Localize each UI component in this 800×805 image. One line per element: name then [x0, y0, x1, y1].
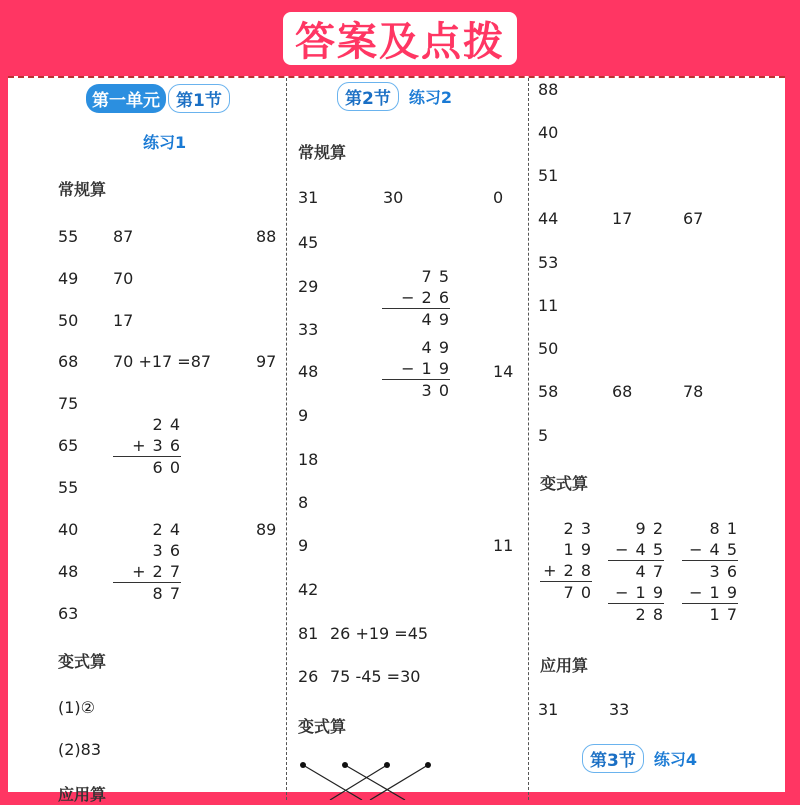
answer: 14: [493, 362, 514, 381]
answer: 31: [538, 700, 559, 719]
answer: 50: [538, 339, 559, 358]
calc-row: − 1 9: [608, 582, 664, 604]
answer: 88: [256, 227, 277, 246]
calc-row: − 4 5: [608, 539, 664, 561]
section-heading: 应用算: [540, 656, 589, 675]
vertical-calculation: [382, 337, 450, 401]
answer: 11: [538, 296, 559, 315]
calc-row: + 2 7: [113, 561, 181, 583]
answer: 70 +17 =87: [113, 352, 212, 371]
calc-row: 9 2: [635, 519, 664, 538]
section-heading: 常规算: [58, 180, 107, 199]
answer: 53: [538, 253, 559, 272]
answer: 11: [493, 536, 514, 555]
exercise-label: 练习1: [143, 133, 187, 152]
vertical-calculation: [682, 518, 738, 625]
calc-row: 4 7: [635, 562, 664, 581]
vertical-calculation: [113, 519, 181, 604]
answer: 5: [538, 426, 549, 445]
calc-row: 2 3: [563, 519, 592, 538]
calc-row: 2 4: [152, 415, 181, 434]
answer: 0: [493, 188, 504, 207]
answer: 17: [612, 209, 633, 228]
matching-lines: [290, 755, 450, 800]
answer: 26: [298, 667, 319, 686]
answer: 9: [298, 536, 309, 555]
answer: 17: [113, 311, 134, 330]
answer: 65: [58, 436, 79, 455]
answer: 30: [383, 188, 404, 207]
calc-row: 4 9: [421, 310, 450, 329]
answer: 68: [612, 382, 633, 401]
page-title-box: [283, 12, 517, 65]
answer: 33: [609, 700, 630, 719]
vertical-calculation: [113, 414, 181, 478]
calc-row: 7 5: [421, 267, 450, 286]
section-badge: 第3节: [582, 744, 644, 773]
calc-row: 3 6: [709, 562, 738, 581]
column-divider: [286, 78, 287, 800]
answer: 49: [58, 269, 79, 288]
answer: 87: [113, 227, 134, 246]
answer: 26 +19 =45: [330, 624, 429, 643]
answer: 48: [298, 362, 319, 381]
answer: 18: [298, 450, 319, 469]
exercise-label: 练习4: [653, 749, 697, 769]
answer: 50: [58, 311, 79, 330]
calc-row: 8 7: [152, 584, 181, 603]
calc-row: − 1 9: [682, 582, 738, 604]
answer: 75 -45 =30: [330, 667, 421, 686]
column-divider: [528, 78, 529, 800]
answer: 55: [58, 227, 79, 246]
answer: 55: [58, 478, 79, 497]
answer: 89: [256, 520, 277, 539]
answer: (2)83: [58, 740, 102, 759]
section-badge-group: [580, 745, 697, 771]
answer: 42: [298, 580, 319, 599]
section-heading: 常规算: [298, 143, 347, 162]
calc-row: 7 0: [563, 583, 592, 602]
calc-row: 3 6: [152, 541, 181, 560]
calc-row: + 2 8: [540, 560, 592, 582]
answer: 33: [298, 320, 319, 339]
page-title: 答案及点拨: [295, 19, 505, 65]
section-badge-group: [335, 83, 452, 109]
calc-row: 1 7: [709, 605, 738, 624]
vertical-calculation: [382, 266, 450, 330]
answer: 58: [538, 382, 559, 401]
calc-row: − 4 5: [682, 539, 738, 561]
calc-row: 2 4: [152, 520, 181, 539]
calc-row: 1 9: [563, 540, 592, 559]
answer: 51: [538, 166, 559, 185]
calc-row: 4 9: [421, 338, 450, 357]
vertical-calculation: [540, 518, 592, 603]
answer: 8: [298, 493, 309, 512]
answer: 70: [113, 269, 134, 288]
answer: 63: [58, 604, 79, 623]
answer: 81: [298, 624, 319, 643]
answer: 29: [298, 277, 319, 296]
unit-badge: 第一单元: [86, 84, 166, 113]
section-heading: 应用算: [58, 785, 107, 804]
section-badge: 第2节: [337, 82, 399, 111]
calc-row: − 2 6: [382, 287, 450, 309]
answer: 48: [58, 562, 79, 581]
answer: 97: [256, 352, 277, 371]
answer: (1)②: [58, 698, 96, 717]
section-heading: 变式算: [58, 652, 107, 671]
answer: 40: [538, 123, 559, 142]
calc-row: 3 0: [421, 381, 450, 400]
unit-section-badge: [86, 85, 230, 111]
answer: 45: [298, 233, 319, 252]
answer: 9: [298, 406, 309, 425]
answer: 78: [683, 382, 704, 401]
section-heading: 变式算: [540, 474, 589, 493]
calc-row: 8 1: [709, 519, 738, 538]
exercise-label: 练习2: [408, 87, 452, 107]
answer: 67: [683, 209, 704, 228]
answer: 75: [58, 394, 79, 413]
section-badge: 第1节: [168, 84, 230, 113]
section-heading: 变式算: [298, 717, 347, 736]
answer: 31: [298, 188, 319, 207]
answer: 88: [538, 80, 559, 99]
calc-row: 6 0: [152, 458, 181, 477]
answer: 68: [58, 352, 79, 371]
vertical-calculation: [608, 518, 664, 625]
answer: 44: [538, 209, 559, 228]
calc-row: 2 8: [635, 605, 664, 624]
calc-row: − 1 9: [382, 358, 450, 380]
answer: 40: [58, 520, 79, 539]
calc-row: + 3 6: [113, 435, 181, 457]
